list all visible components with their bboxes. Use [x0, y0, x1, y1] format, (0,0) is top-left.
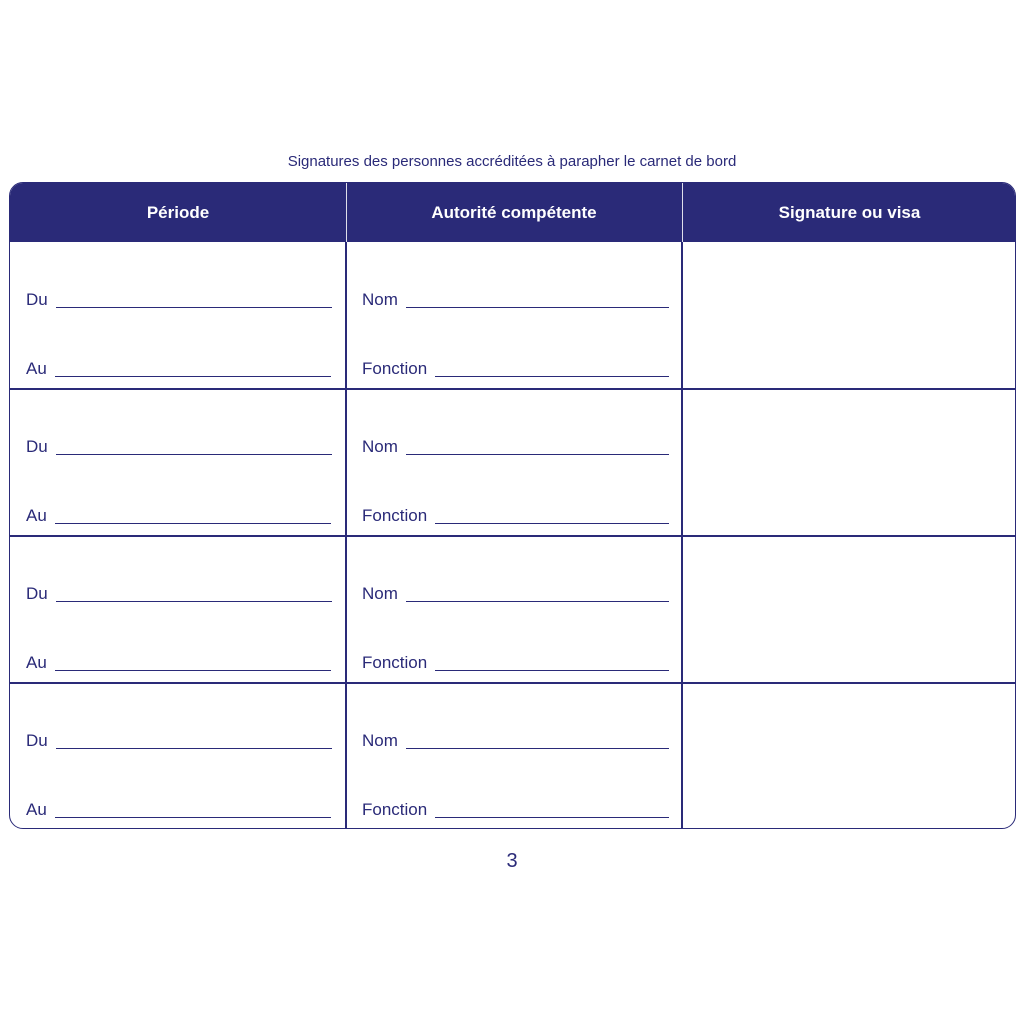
- table-row: [10, 536, 1015, 683]
- fonction-line: [435, 669, 669, 671]
- header-autorite-competente: Autorité compétente: [431, 203, 597, 222]
- du-label: Du: [26, 731, 48, 750]
- fonction-label: Fonction: [362, 653, 428, 672]
- du-label: Du: [26, 437, 48, 456]
- header-signature-ou-visa: Signature ou visa: [778, 203, 921, 222]
- nom-field[interactable]: [362, 727, 669, 751]
- au-label: Au: [26, 653, 47, 672]
- du-label: Du: [26, 290, 48, 309]
- nom-label: Nom: [362, 290, 398, 309]
- du-line: [56, 453, 332, 455]
- nom-field[interactable]: [362, 580, 669, 604]
- nom-line: [406, 453, 669, 455]
- fonction-field[interactable]: [362, 796, 669, 820]
- table-header: [10, 183, 1015, 242]
- nom-label: Nom: [362, 731, 398, 750]
- signatures-table: [9, 182, 1016, 829]
- au-label: Au: [26, 800, 47, 819]
- nom-field[interactable]: [362, 286, 669, 310]
- du-field[interactable]: [26, 286, 332, 310]
- fonction-label: Fonction: [362, 359, 428, 378]
- du-field[interactable]: [26, 580, 332, 604]
- fonction-label: Fonction: [362, 800, 428, 819]
- nom-field[interactable]: [362, 433, 669, 457]
- fonction-field[interactable]: [362, 502, 669, 526]
- nom-label: Nom: [362, 584, 398, 603]
- table-caption: Signatures des personnes accréditées à parapher le carnet de bord: [287, 153, 737, 170]
- au-label: Au: [26, 506, 47, 525]
- au-line: [55, 375, 331, 377]
- au-label: Au: [26, 359, 47, 378]
- du-line: [56, 600, 332, 602]
- fonction-line: [435, 375, 669, 377]
- header-periode: Période: [146, 203, 210, 222]
- table-row: [10, 242, 1015, 389]
- fonction-field[interactable]: [362, 649, 669, 673]
- fonction-label: Fonction: [362, 506, 428, 525]
- fonction-line: [435, 816, 669, 818]
- du-field[interactable]: [26, 727, 332, 751]
- nom-line: [406, 306, 669, 308]
- nom-line: [406, 600, 669, 602]
- table-row: [10, 683, 1015, 829]
- header-divider: [682, 183, 683, 242]
- au-field[interactable]: [26, 796, 331, 820]
- du-label: Du: [26, 584, 48, 603]
- fonction-line: [435, 522, 669, 524]
- nom-label: Nom: [362, 437, 398, 456]
- au-field[interactable]: [26, 502, 331, 526]
- du-line: [56, 306, 332, 308]
- au-line: [55, 816, 331, 818]
- au-line: [55, 522, 331, 524]
- au-field[interactable]: [26, 649, 331, 673]
- du-line: [56, 747, 332, 749]
- nom-line: [406, 747, 669, 749]
- au-line: [55, 669, 331, 671]
- header-divider: [346, 183, 347, 242]
- du-field[interactable]: [26, 433, 332, 457]
- table-row: [10, 389, 1015, 536]
- au-field[interactable]: [26, 355, 331, 379]
- page-number: 3: [506, 850, 518, 872]
- fonction-field[interactable]: [362, 355, 669, 379]
